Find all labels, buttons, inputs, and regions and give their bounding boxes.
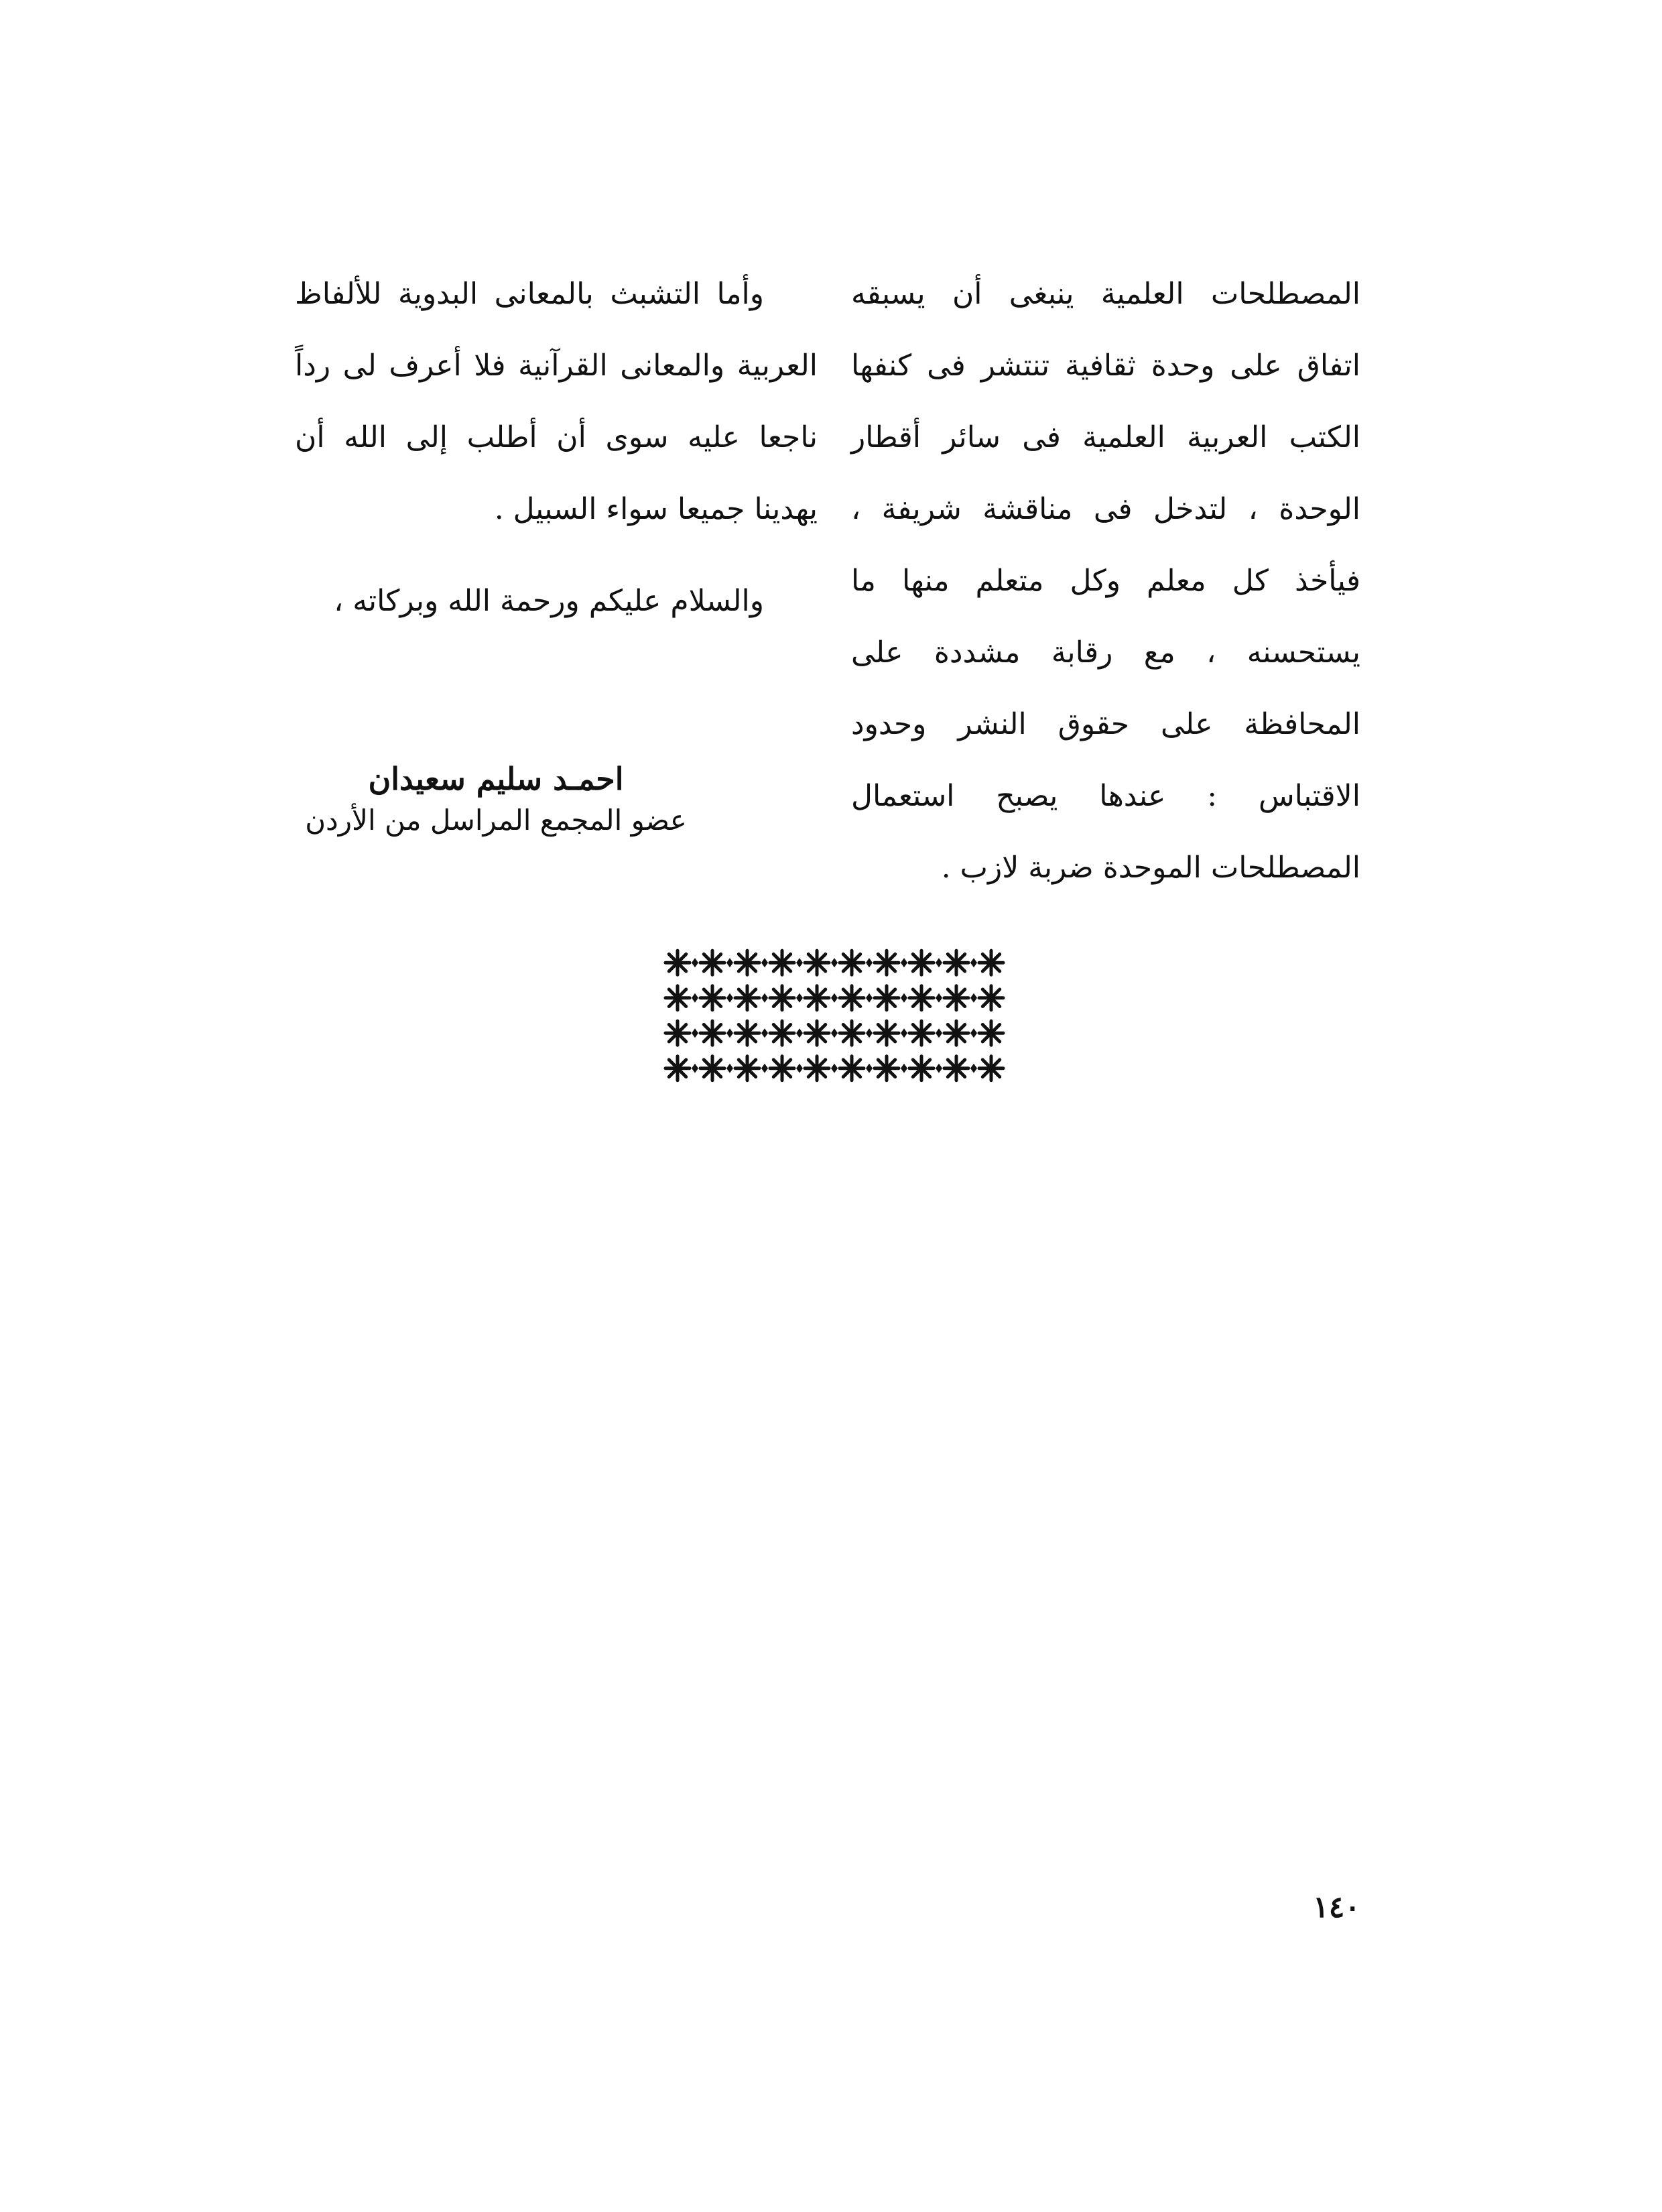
ornament-star-icon — [909, 1056, 942, 1081]
left-column-paragraph: وأما التشبث بالمعانى البدوية للألفاظ العربية والمعانى القرآنية فلا أعرف لى رداً ناجعا عليه سوى أن أطلب إلى الله أن يهدينا جميعا سواء السبيل . — [295, 277, 818, 526]
closing-greeting: والسلام عليكم ورحمة الله وبركاته ، — [334, 584, 764, 618]
ornament-star-icon — [770, 1056, 803, 1081]
ornament-star-icon — [944, 986, 977, 1010]
ornament-star-icon — [909, 950, 942, 975]
ornament-star-icon — [875, 1021, 907, 1045]
left-text-column — [295, 258, 818, 637]
ornament-star-icon — [909, 1021, 942, 1045]
ornament-star-icon — [700, 1021, 733, 1045]
ornament-star-icon — [944, 950, 977, 975]
ornament-star-icon — [979, 1021, 1003, 1045]
ornament-star-icon — [665, 986, 698, 1010]
ornament-star-icon — [805, 1021, 838, 1045]
ornament-star-icon — [735, 950, 768, 975]
ornament-star-icon — [840, 986, 873, 1010]
ornament-star-icon — [665, 1056, 698, 1081]
ornament-star-icon — [875, 950, 907, 975]
ornament-star-icon — [700, 986, 733, 1010]
signature-block — [295, 757, 697, 841]
ornament-star-icon — [770, 950, 803, 975]
author-title: عضو المجمع المراسل من الأردن — [305, 804, 687, 837]
ornament-star-icon — [979, 950, 1003, 975]
ornament-star-icon — [909, 986, 942, 1010]
ornament-star-icon — [700, 1056, 733, 1081]
ornament-star-icon — [840, 1056, 873, 1081]
ornament-star-icon — [665, 1021, 698, 1045]
ornament-star-icon — [700, 950, 733, 975]
right-column-paragraph: المصطلحات العلمية ينبغى أن يسبقه اتفاق على وحدة ثقافية تنتشر فى كنفها الكتب العربية العلمية فى سائر أقطار الوحدة ، لتدخل فى مناقشة شريفة ، فيأخذ كل معلم وكل متعلم منها ما يستحسنه ، مع رقابة مشددة على المحافظة على حقوق النشر وحدود الاقتباس : عندها يصبح استعمال المصطلحات الموحدة ضربة لازب . — [851, 277, 1360, 885]
ornament-star-icon — [944, 1056, 977, 1081]
decorative-ornament — [660, 945, 1009, 1086]
ornament-star-icon — [979, 1056, 1003, 1081]
ornament-star-icon — [805, 986, 838, 1010]
ornament-star-icon — [979, 986, 1003, 1010]
ornament-star-icon — [665, 950, 698, 975]
ornament-star-icon — [944, 1021, 977, 1045]
author-name: احمـد سليم سعيدان — [368, 761, 624, 797]
ornament-star-icon — [840, 1021, 873, 1045]
ornament-star-icon — [770, 1021, 803, 1045]
ornament-star-icon — [735, 1021, 768, 1045]
right-text-column — [851, 258, 1360, 904]
ornament-star-icon — [875, 1056, 907, 1081]
ornament-star-icon — [805, 1056, 838, 1081]
ornament-star-icon — [805, 950, 838, 975]
ornament-star-icon — [840, 950, 873, 975]
page-number: ١٤٠ — [1313, 1890, 1360, 1924]
ornament-star-icon — [770, 986, 803, 1010]
ornament-star-icon — [875, 986, 907, 1010]
ornament-star-icon — [735, 1056, 768, 1081]
ornament-star-icon — [735, 986, 768, 1010]
